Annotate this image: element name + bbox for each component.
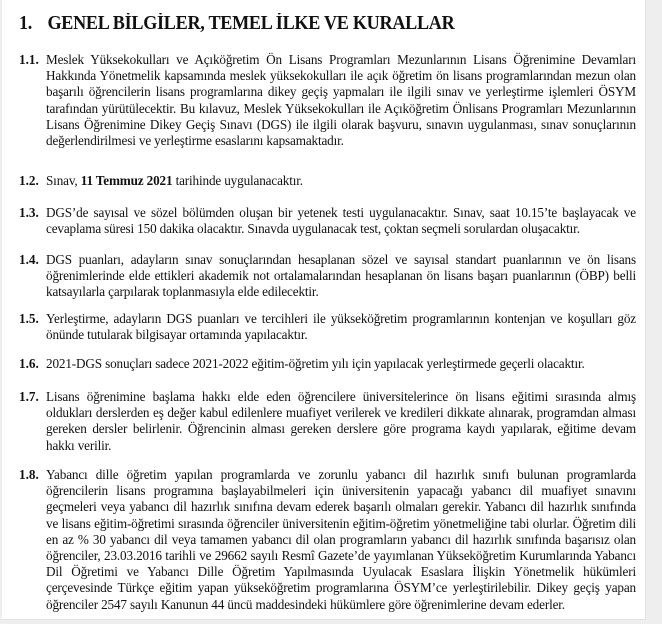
paragraph-1-7	[19, 389, 636, 454]
paragraph-text: Yabancı dille öğretim yapılan programlarda ve zorunlu yabancı dil hazırlık sınıfı bulunan programlarda öğrencilerin lisans programına başlayabilmeleri için üniversitenin yapacağı yabancı dil muafiyet sınavını geçmeleri veya yabancı dil hazırlık sınıfına devam ederek başarılı olmaları gerekir. Yabancı dil hazırlık sınıfında ve lisans eğitim-öğretimi sırasında öğrenciler üniversitenin eğitim-öğretim yönetmeliğine tabi olurlar. Öğretim dili en az % 30 yabancı dil veya tamamen yabancı dil olan programların yabancı dil hazırlık sınıfında başarısız olan öğrenciler, 23.03.2016 tarihli ve 29662 sayılı Resmî Gazete’de yayımlanan Yükseköğretim Kurumlarında Yabancı Dil Öğretimi ve Yabancı Dille Öğretim Yapılmasında Uyulacak Esaslara İlişkin Yönetmelik hükümleri çerçevesinde Türkçe eğitim yapan yükseköğretim programlarına ÖSYM’ce yerleştirilebilir. Dikey geçiş yapan öğrenciler 2547 sayılı Kanunun 44 üncü maddesindeki hükümlere göre öğrenimlerine devam ederler.	[46, 467, 636, 612]
paragraph-1-1	[19, 52, 636, 149]
heading-title: GENEL BİLGİLER, TEMEL İLKE VE KURALLAR	[47, 13, 455, 34]
paragraph-1-3	[19, 205, 636, 237]
paragraph-number: 1.1.	[19, 52, 39, 67]
text-before: Sınav,	[46, 173, 81, 188]
paragraph-number: 1.7.	[19, 389, 39, 404]
paragraph-1-5	[19, 311, 636, 343]
paragraph-number: 1.8.	[19, 467, 39, 482]
paragraph-number: 1.5.	[19, 311, 39, 326]
paragraph-text: 2021-DGS sonuçları sadece 2021-2022 eğitim-öğretim yılı için yapılacak yerleştirmede geçerli olacaktır.	[46, 356, 585, 371]
paragraph-1-4	[19, 252, 636, 301]
heading-number: 1.	[19, 13, 33, 34]
text-after: tarihinde uygulanacaktır.	[172, 173, 303, 188]
section-heading	[19, 13, 454, 35]
exam-date: 11 Temmuz 2021	[80, 173, 173, 188]
paragraph-number: 1.2.	[19, 173, 39, 188]
paragraph-text: Lisans öğrenimine başlama hakkı elde eden öğrencilere üniversitelerince ön lisans eğitimi sırasında almış oldukları derslerden eş değer kabul edilenlere muafiyet verilerek ve kredileri dikkate alınarak, programdan alması gereken dersler belirlenir. Öğrencinin alması gereken derslere göre programa kaydı yapılarak, eğitime devam hakkı verilir.	[46, 389, 636, 453]
paragraph-text	[46, 173, 636, 189]
paragraph-text: Meslek Yüksekokulları ve Açıköğretim Ön Lisans Programları Mezunlarının Lisans Öğrenimine Devamları Hakkında Yönetmelik kapsamında meslek yüksekokulları ile açık öğretim ön lisans programlarından mezun olan başarılı öğrencilerin lisans programlarına dikey geçiş yapmaları ile ilgili sınav ve yerleştirme işlemleri ÖSYM tarafından yürütülecektir. Bu kılavuz, Meslek Yüksekokulları ile Açıköğretim Önlisans Programları Mezunlarının Lisans Öğrenimine Dikey Geçiş Sınavı (DGS) ile ilgili olarak başvuru, sınavın uygulanması, sınav sonuçlarının değerlendirilmesi ve yerleştirme esaslarını kapsamaktadır.	[46, 52, 636, 149]
paragraph-1-8	[19, 467, 636, 613]
paragraph-1-6	[19, 356, 636, 372]
paragraph-number: 1.6.	[19, 356, 39, 371]
document-page	[2, 0, 646, 620]
paragraph-number: 1.3.	[19, 205, 39, 220]
paragraph-text: Yerleştirme, adayların DGS puanları ve tercihleri ile yükseköğretim programlarının kontenjan ve koşulları göz önünde tutularak bilgisayar ortamında yapılacaktır.	[46, 311, 636, 343]
paragraph-1-2	[19, 173, 636, 189]
paragraph-number: 1.4.	[19, 252, 39, 267]
paragraph-text: DGS’de sayısal ve sözel bölümden oluşan bir yetenek testi uygulanacaktır. Sınav, saat 10.15’te başlayacak ve cevaplama süresi 150 dakika olacaktır. Sınavda uygulanacak test, çoktan seçmeli sorulardan oluşacaktır.	[46, 205, 636, 237]
paragraph-text: DGS puanları, adayların sınav sonuçlarından hesaplanan sözel ve sayısal standart puanlarının ve ön lisans öğrenimlerinde elde ettikleri akademik not ortalamalarından hesaplanan ön lisans başarı puanlarının (ÖBP) belli katsayılarla çarpılarak toplanmasıyla elde edilecektir.	[46, 252, 636, 300]
